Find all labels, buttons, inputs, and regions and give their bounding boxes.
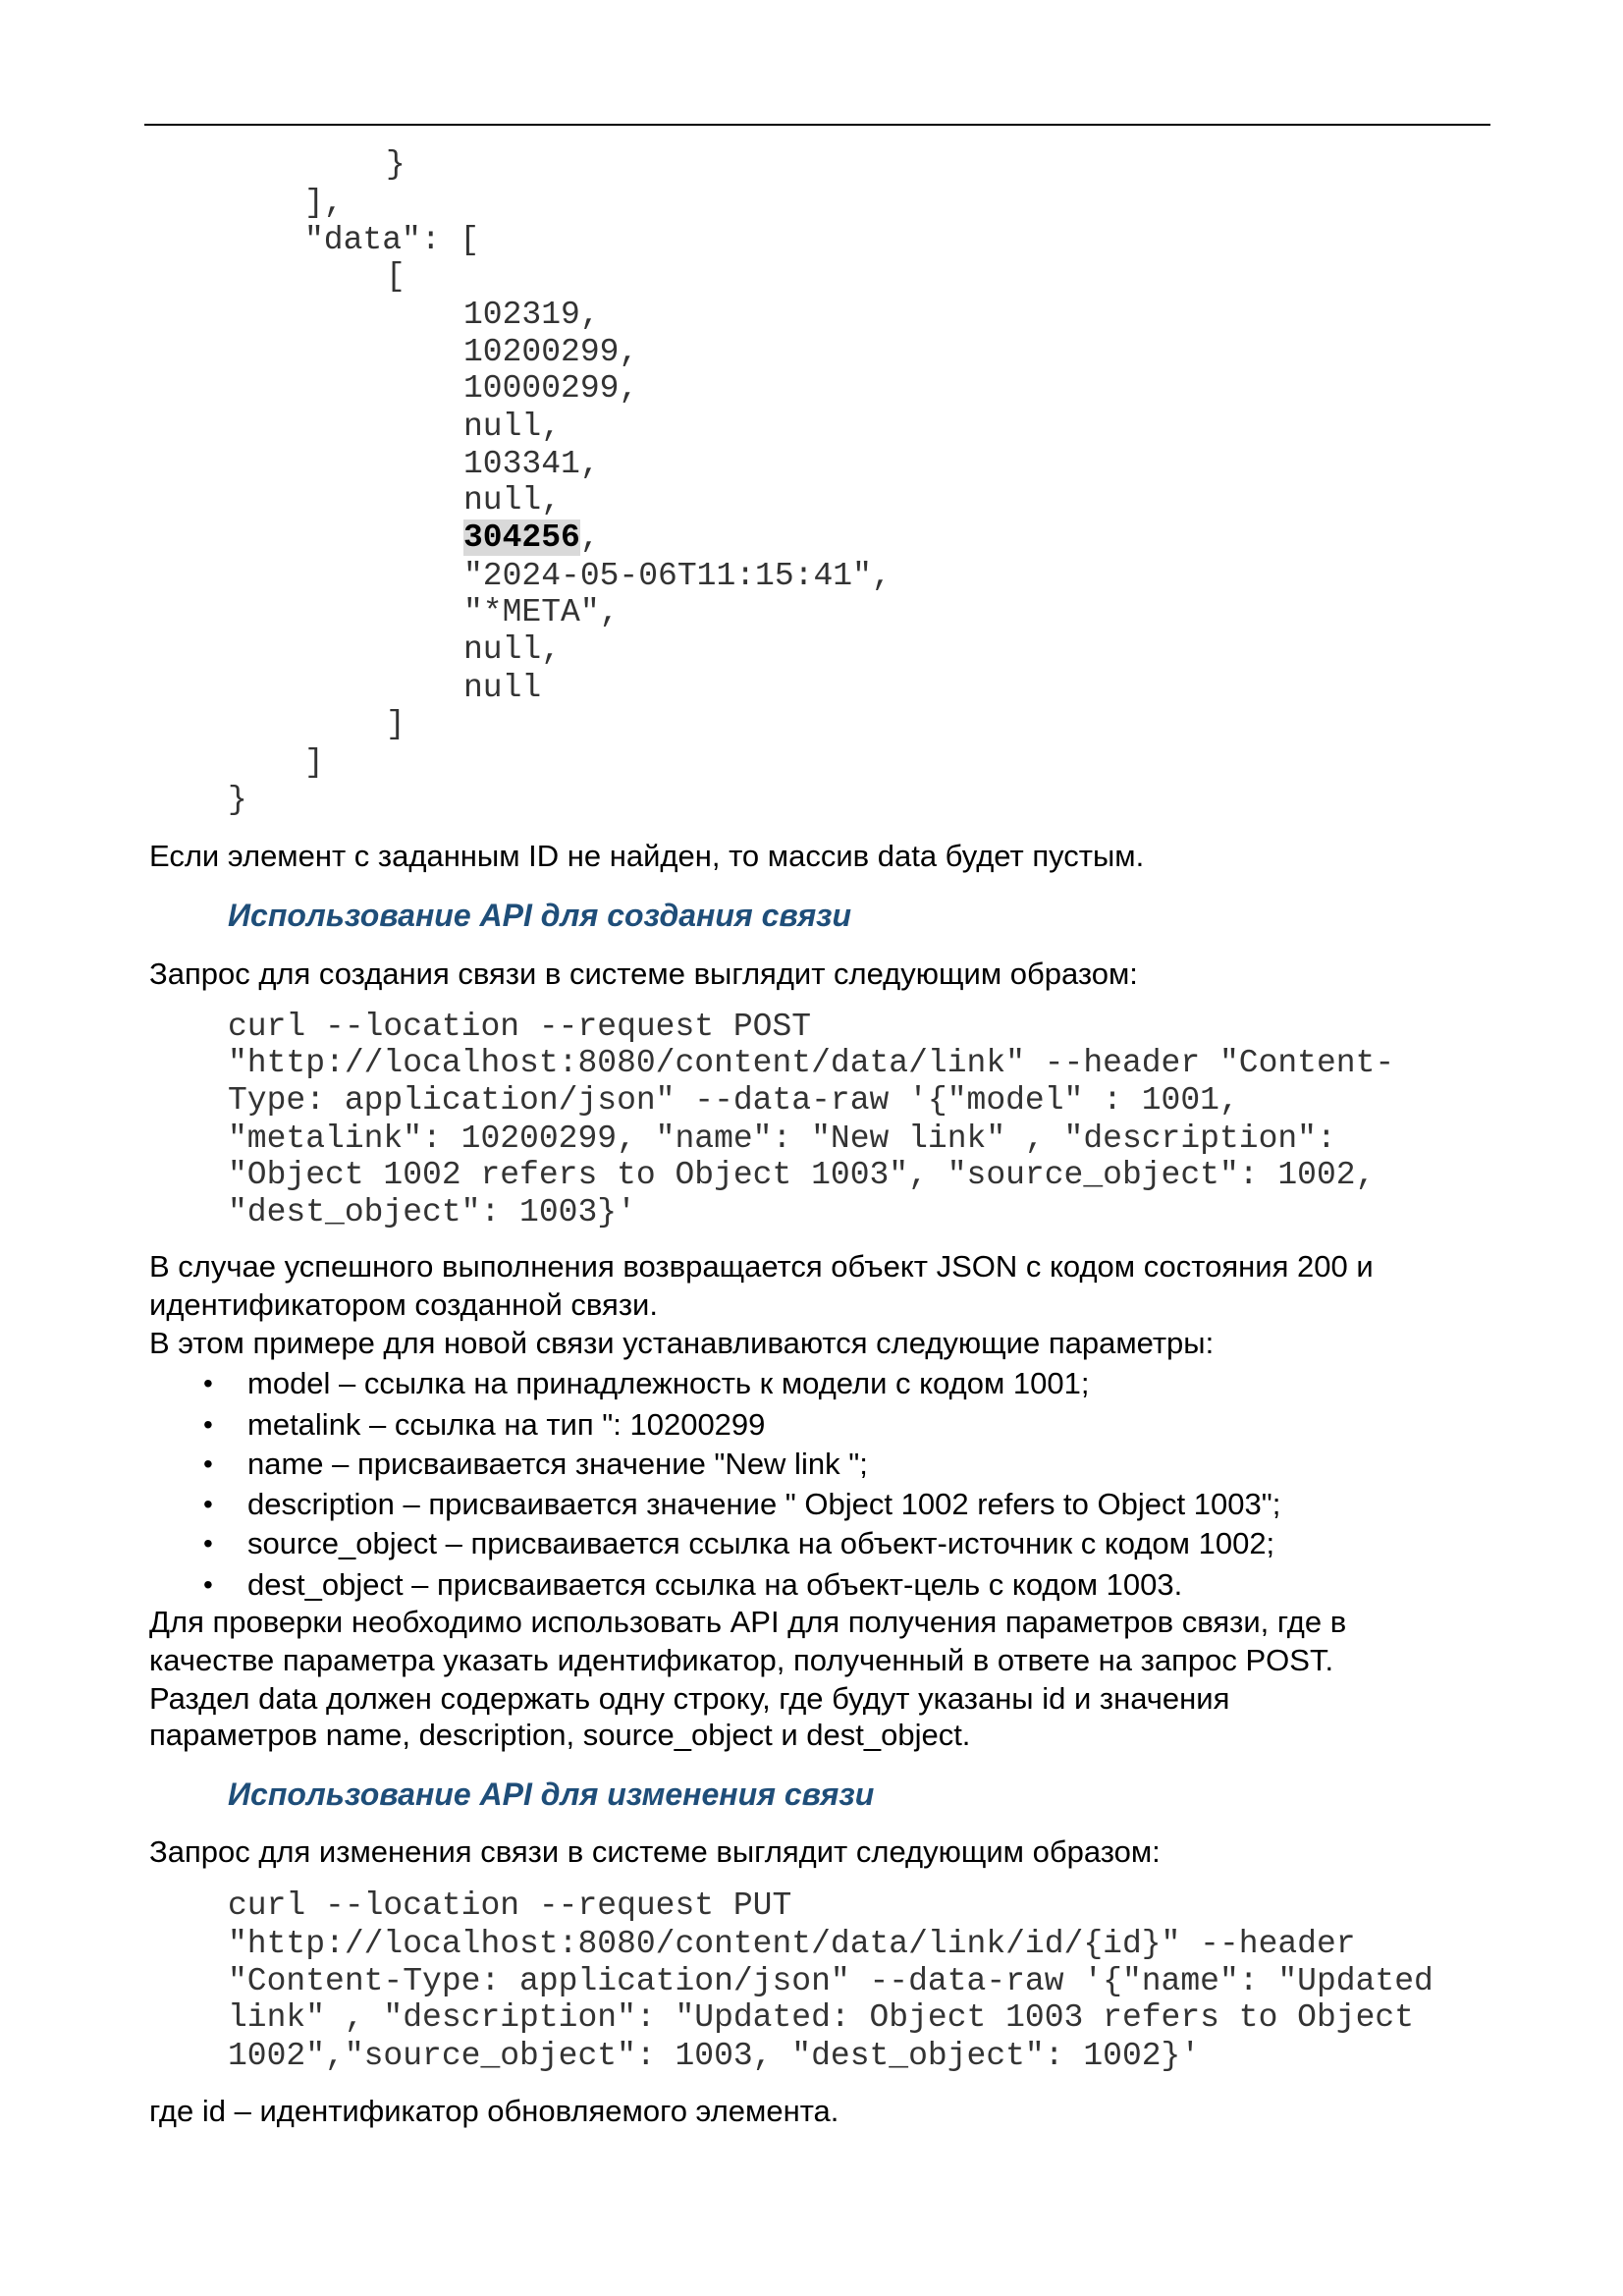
code-line: link" , "description": "Updated: Object 1003 refers to Object <box>228 1999 1414 2036</box>
code-line: null, <box>463 482 562 519</box>
code-line: "metalink": 10200299, "name": "New link" , "description": <box>228 1121 1336 1157</box>
bullet-icon: • <box>203 1368 213 1398</box>
list-item: dest_object – присваивается ссылка на объект-цель с кодом 1003. <box>247 1567 1183 1602</box>
list-item: description – присваивается значение " Object 1002 refers to Object 1003"; <box>247 1487 1281 1521</box>
code-line: } <box>386 146 406 183</box>
code-line: "*META", <box>463 594 620 630</box>
paragraph: Раздел data должен содержать одну строку, где будут указаны id и значения <box>149 1681 1230 1716</box>
paragraph: где id – идентификатор обновляемого элемента. <box>149 2094 839 2128</box>
code-line: curl --location --request POST <box>228 1009 812 1045</box>
code-line: "data": [ <box>304 222 480 258</box>
list-item: metalink – ссылка на тип ": 10200299 <box>247 1407 766 1442</box>
bullet-icon: • <box>203 1409 213 1440</box>
code-line: curl --location --request PUT <box>228 1887 792 1924</box>
code-line: 1002","source_object": 1003, "dest_object": 1002}' <box>228 2038 1201 2074</box>
code-line: "Content-Type: application/json" --data-raw '{"name": "Updated <box>228 1963 1434 1999</box>
paragraph: параметров name, description, source_object и dest_object. <box>149 1718 971 1752</box>
code-line: ], <box>304 185 344 221</box>
bullet-icon: • <box>203 1569 213 1600</box>
paragraph: идентификатором созданной связи. <box>149 1287 658 1322</box>
code-line: 103341, <box>463 446 600 482</box>
paragraph: В этом примере для новой связи устанавливаются следующие параметры: <box>149 1326 1215 1360</box>
list-item: name – присваивается значение "New link "; <box>247 1447 868 1481</box>
comma: , <box>579 519 600 556</box>
code-line: ] <box>386 706 406 742</box>
list-item: source_object – присваивается ссылка на объект-источник с кодом 1002; <box>247 1526 1275 1560</box>
code-line: 10200299, <box>463 334 639 370</box>
code-line: "http://localhost:8080/content/data/link" --header "Content- <box>228 1045 1395 1081</box>
code-line: ] <box>304 744 324 781</box>
code-line: "2024-05-06T11:15:41", <box>463 558 892 594</box>
code-line: "dest_object": 1003}' <box>228 1194 636 1230</box>
code-line: null, <box>463 409 562 445</box>
code-line: "http://localhost:8080/content/data/link/id/{id}" --header <box>228 1926 1356 1962</box>
code-line: "Object 1002 refers to Object 1003", "source_object": 1002, <box>228 1157 1376 1193</box>
bullet-icon: • <box>203 1449 213 1479</box>
code-line: null, <box>463 631 562 668</box>
highlighted-value: 304256 <box>463 519 580 556</box>
list-item: model – ссылка на принадлежность к модели с кодом 1001; <box>247 1366 1090 1400</box>
code-line: Type: application/json" --data-raw '{"model" : 1001, <box>228 1082 1239 1119</box>
section-heading-create: Использование API для создания связи <box>228 898 852 933</box>
code-line: [ <box>386 258 406 295</box>
header-rule <box>144 124 1490 126</box>
paragraph: Если элемент с заданным ID не найден, то массив data будет пустым. <box>149 839 1145 873</box>
code-line <box>463 519 600 558</box>
code-line: null <box>463 670 542 706</box>
code-line: 10000299, <box>463 370 639 407</box>
bullet-icon: • <box>203 1489 213 1519</box>
paragraph: Запрос для создания связи в системе выглядит следующим образом: <box>149 957 1138 991</box>
paragraph: В случае успешного выполнения возвращается объект JSON с кодом состояния 200 и <box>149 1249 1374 1284</box>
code-line: 102319, <box>463 297 600 333</box>
paragraph: Для проверки необходимо использовать API для получения параметров связи, где в <box>149 1605 1347 1639</box>
section-heading-update: Использование API для изменения связи <box>228 1777 875 1812</box>
paragraph: Запрос для изменения связи в системе выглядит следующим образом: <box>149 1834 1161 1869</box>
code-line: } <box>228 782 247 818</box>
bullet-icon: • <box>203 1528 213 1558</box>
paragraph: качестве параметра указать идентификатор, полученный в ответе на запрос POST. <box>149 1643 1334 1677</box>
